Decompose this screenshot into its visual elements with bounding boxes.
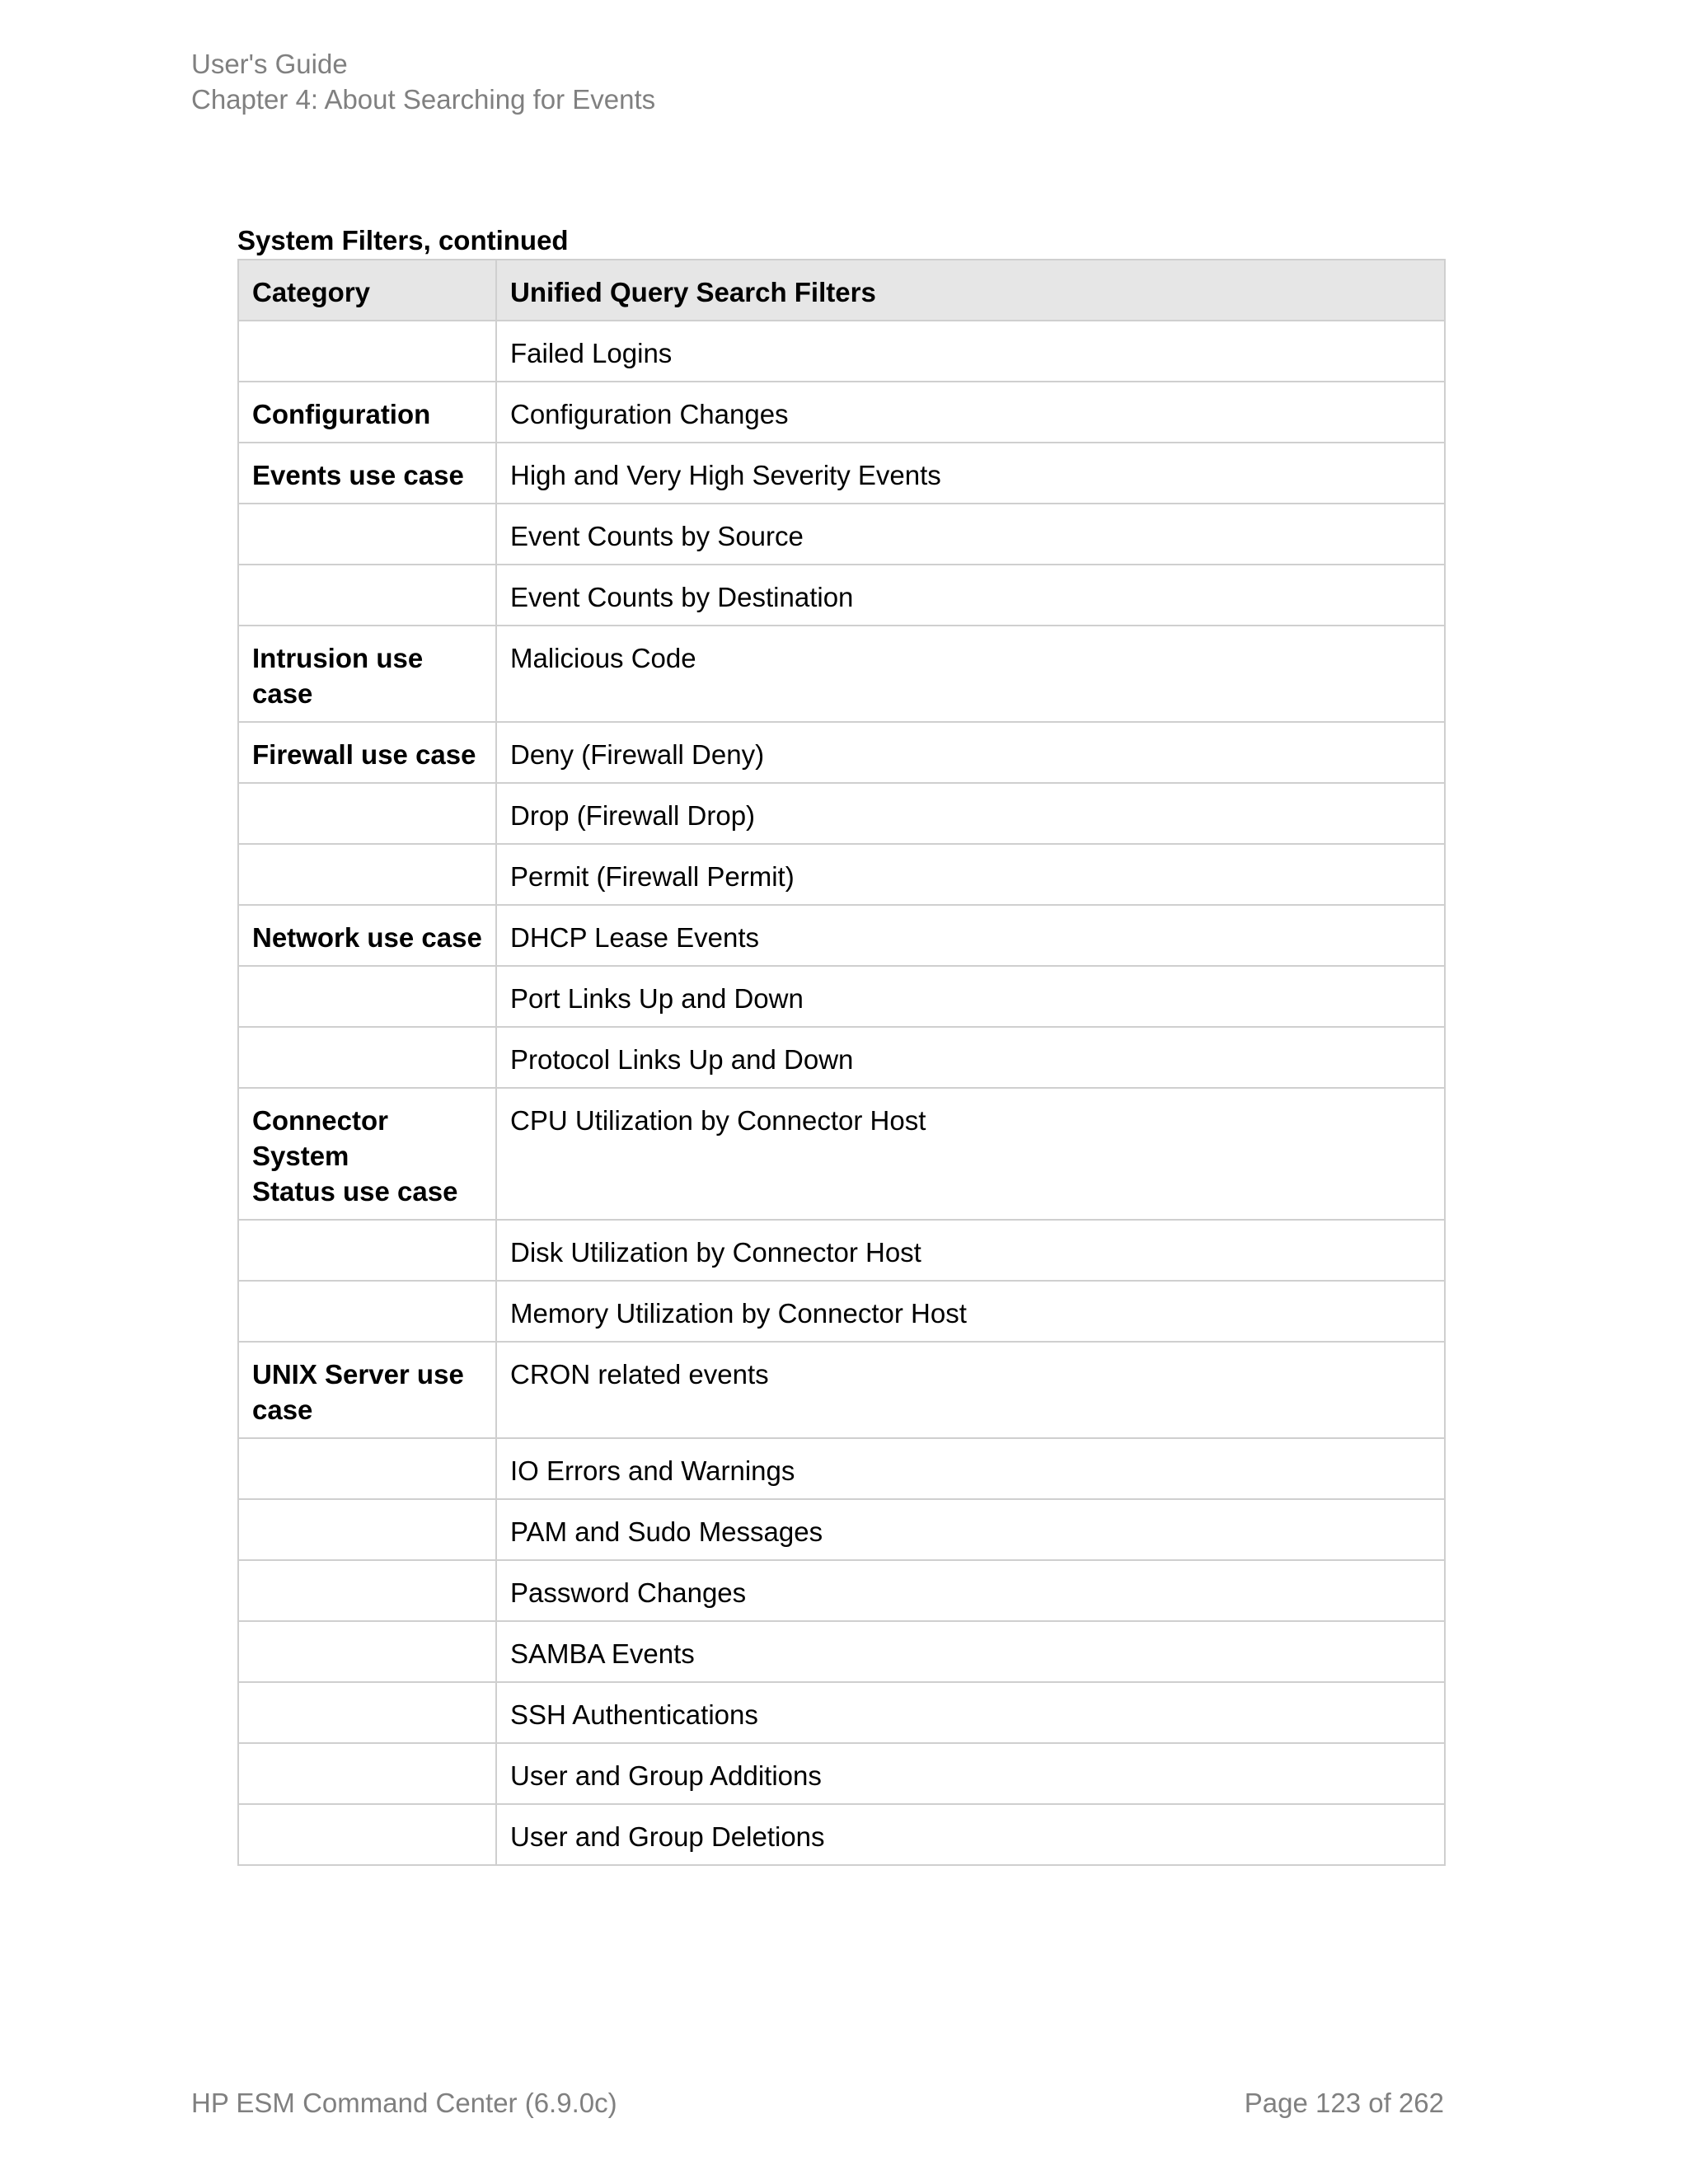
table-row <box>238 1621 1445 1682</box>
filter-cell: CPU Utilization by Connector Host <box>496 1088 1445 1220</box>
table-row <box>238 722 1445 783</box>
column-header-category: Category <box>238 260 496 321</box>
system-filters-table <box>237 259 1446 1866</box>
category-cell: Firewall use case <box>238 722 496 783</box>
filter-cell: SSH Authentications <box>496 1682 1445 1743</box>
filter-cell: User and Group Deletions <box>496 1804 1445 1865</box>
filter-cell: Password Changes <box>496 1560 1445 1621</box>
category-cell <box>238 1743 496 1804</box>
table-row <box>238 1438 1445 1499</box>
filter-cell: DHCP Lease Events <box>496 905 1445 966</box>
category-cell <box>238 844 496 905</box>
category-cell: UNIX Server use case <box>238 1342 496 1438</box>
filter-cell: Protocol Links Up and Down <box>496 1027 1445 1088</box>
table-row <box>238 504 1445 565</box>
category-cell <box>238 565 496 626</box>
filter-cell: CRON related events <box>496 1342 1445 1438</box>
footer-product: HP ESM Command Center (6.9.0c) <box>191 2088 617 2118</box>
table-row <box>238 565 1445 626</box>
table-row <box>238 1804 1445 1865</box>
category-cell <box>238 1621 496 1682</box>
table-row <box>238 783 1445 844</box>
filter-cell: Event Counts by Source <box>496 504 1445 565</box>
table-row <box>238 1220 1445 1281</box>
table-row <box>238 1342 1445 1438</box>
filter-cell: User and Group Additions <box>496 1743 1445 1804</box>
table-row <box>238 966 1445 1027</box>
category-cell: Network use case <box>238 905 496 966</box>
category-cell <box>238 321 496 382</box>
category-cell <box>238 783 496 844</box>
filter-cell: Event Counts by Destination <box>496 565 1445 626</box>
filter-cell: Drop (Firewall Drop) <box>496 783 1445 844</box>
filter-cell: Configuration Changes <box>496 382 1445 443</box>
filter-cell: PAM and Sudo Messages <box>496 1499 1445 1560</box>
table-row <box>238 1088 1445 1220</box>
category-cell: Configuration <box>238 382 496 443</box>
filter-cell: Failed Logins <box>496 321 1445 382</box>
page-header <box>191 46 655 117</box>
category-cell <box>238 1804 496 1865</box>
table-row <box>238 1682 1445 1743</box>
filter-cell: IO Errors and Warnings <box>496 1438 1445 1499</box>
table-row <box>238 1743 1445 1804</box>
table-row <box>238 905 1445 966</box>
filter-cell: Disk Utilization by Connector Host <box>496 1220 1445 1281</box>
guide-title: User's Guide <box>191 49 348 79</box>
filter-cell: Malicious Code <box>496 626 1445 722</box>
filter-cell: SAMBA Events <box>496 1621 1445 1682</box>
filter-cell: Memory Utilization by Connector Host <box>496 1281 1445 1342</box>
table-row <box>238 1560 1445 1621</box>
category-cell: Intrusion use case <box>238 626 496 722</box>
category-cell <box>238 966 496 1027</box>
column-header-filters: Unified Query Search Filters <box>496 260 1445 321</box>
footer-page-number: Page 123 of 262 <box>1244 2088 1444 2118</box>
table-row <box>238 443 1445 504</box>
table-row <box>238 1027 1445 1088</box>
category-cell: Events use case <box>238 443 496 504</box>
category-cell <box>238 1027 496 1088</box>
table-row <box>238 626 1445 722</box>
table-row <box>238 1281 1445 1342</box>
table-header-row <box>238 260 1445 321</box>
category-cell <box>238 504 496 565</box>
category-cell <box>238 1499 496 1560</box>
category-cell <box>238 1438 496 1499</box>
category-cell <box>238 1682 496 1743</box>
table-row <box>238 382 1445 443</box>
category-cell <box>238 1220 496 1281</box>
category-cell <box>238 1560 496 1621</box>
table-caption: System Filters, continued <box>237 225 569 255</box>
table-row <box>238 321 1445 382</box>
filter-cell: Deny (Firewall Deny) <box>496 722 1445 783</box>
filter-cell: Port Links Up and Down <box>496 966 1445 1027</box>
category-line: Connector System Status use case <box>252 1105 458 1207</box>
table-row <box>238 1499 1445 1560</box>
filter-cell: High and Very High Severity Events <box>496 443 1445 504</box>
chapter-title: Chapter 4: About Searching for Events <box>191 84 656 115</box>
category-cell <box>238 1088 496 1220</box>
filter-cell: Permit (Firewall Permit) <box>496 844 1445 905</box>
table-row <box>238 844 1445 905</box>
category-cell <box>238 1281 496 1342</box>
